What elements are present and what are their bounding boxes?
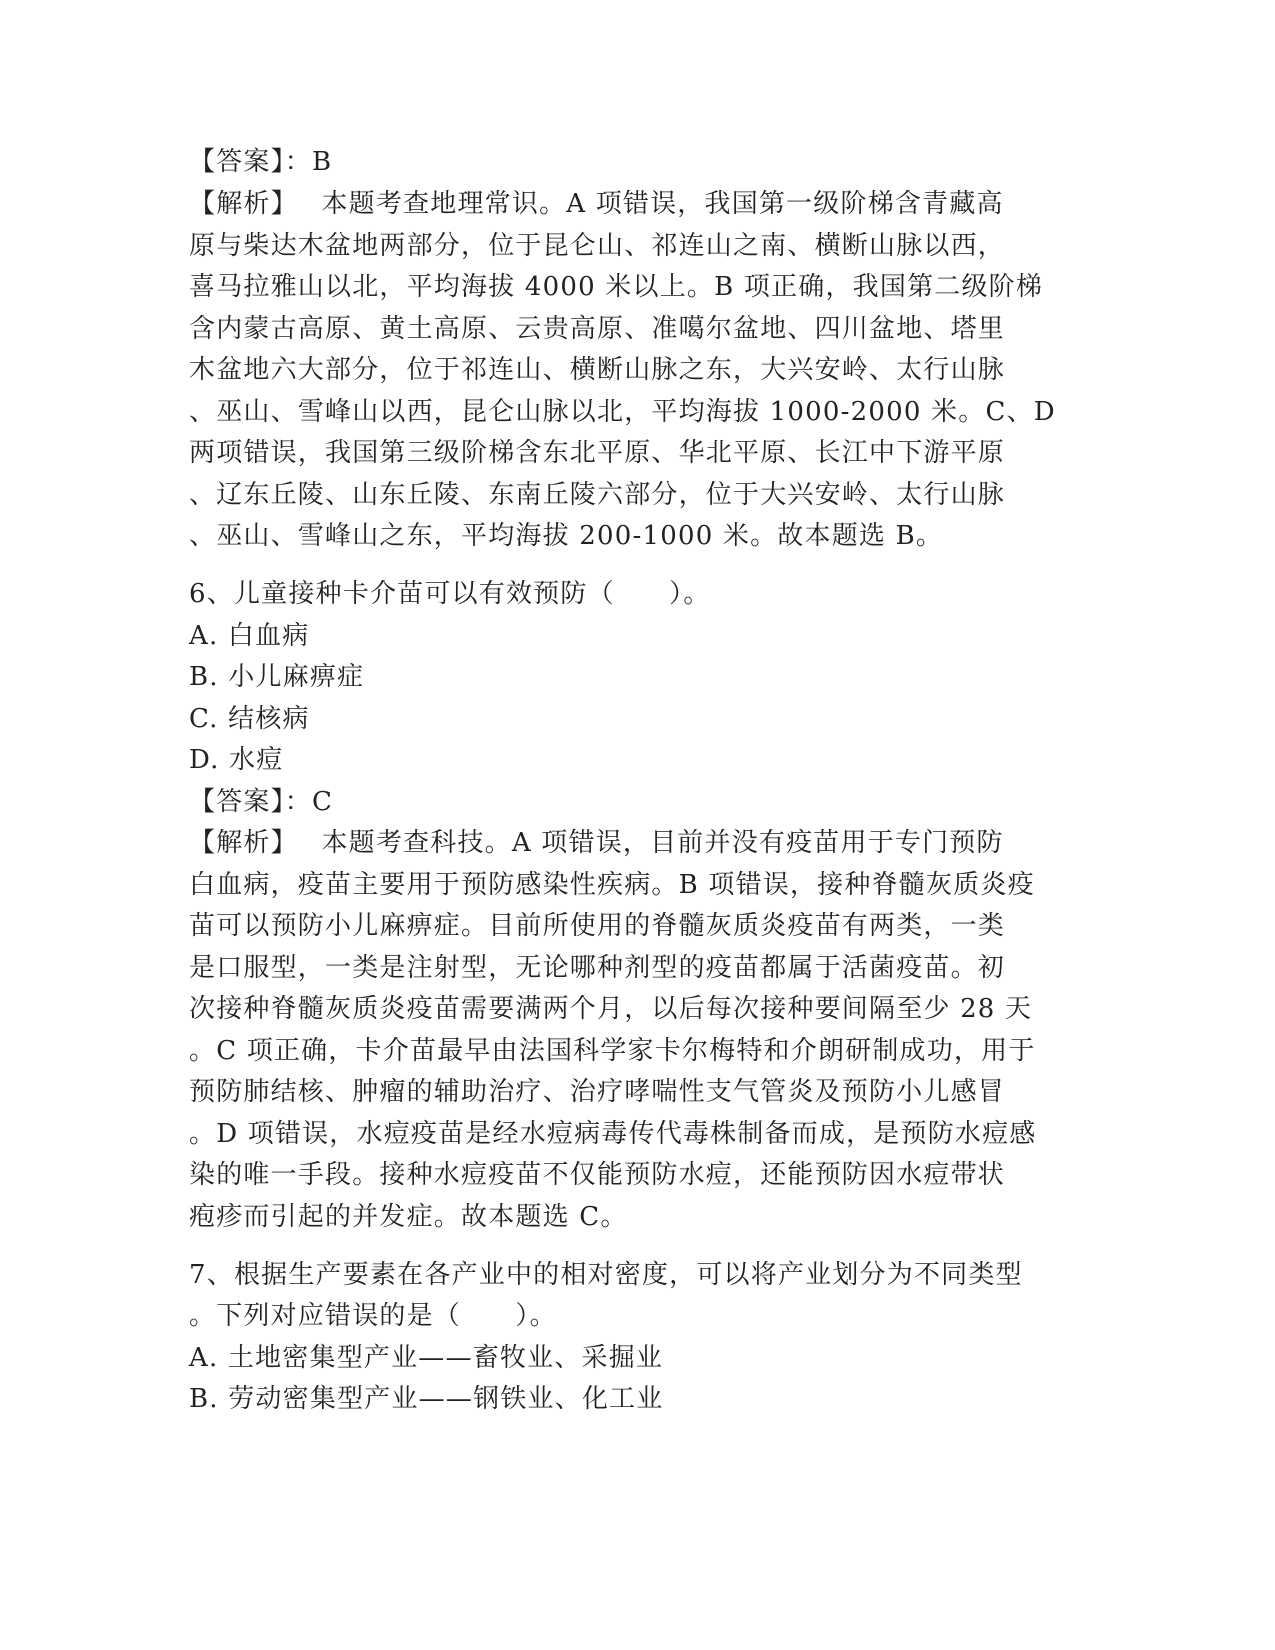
q6-option-b: B. 小儿麻痹症: [189, 662, 365, 692]
q7-option-b: B. 劳动密集型产业——钢铁业、化工业: [189, 1384, 664, 1414]
q6-analysis-line: 疱疹而引起的并发症。故本题选 C。: [189, 1202, 628, 1232]
q5-analysis-line: 喜马拉雅山以北，平均海拔 4000 米以上。B 项正确，我国第二级阶梯: [189, 272, 1044, 302]
q6-analysis-line: 白血病，疫苗主要用于预防感染性疾病。B 项错误，接种脊髓灰质炎疫: [189, 870, 1035, 900]
q6-analysis-line: 苗可以预防小儿麻痹症。目前所使用的脊髓灰质炎疫苗有两类，一类: [189, 911, 1006, 941]
q7-option-a: A. 土地密集型产业——畜牧业、采掘业: [189, 1343, 664, 1373]
q5-answer: 【答案】：B: [189, 147, 333, 177]
q7-question-line: 。下列对应错误的是（ ）。: [189, 1301, 557, 1331]
q6-analysis-line: 【解析】 本题考查科技。A 项错误，目前并没有疫苗用于专门预防: [189, 828, 1004, 858]
q7-question-line: 7、根据生产要素在各产业中的相对密度，可以将产业划分为不同类型: [189, 1260, 1023, 1290]
q5-analysis-line: 【解析】 本题考查地理常识。A 项错误，我国第一级阶梯含青藏高: [189, 189, 1004, 219]
q5-analysis-line: 、巫山、雪峰山以西，昆仑山脉以北，平均海拔 1000-2000 米。C、D: [189, 397, 1056, 427]
q6-analysis-line: 次接种脊髓灰质炎疫苗需要满两个月，以后每次接种要间隔至少 28 天: [189, 994, 1033, 1024]
q6-option-d: D. 水痘: [189, 745, 284, 775]
q6-option-a: A. 白血病: [189, 621, 310, 651]
q6-analysis-line: 染的唯一手段。接种水痘疫苗不仅能预防水痘，还能预防因水痘带状: [189, 1160, 1006, 1190]
q6-option-c: C. 结核病: [189, 704, 310, 734]
q5-analysis-line: 、辽东丘陵、山东丘陵、东南丘陵六部分，位于大兴安岭、太行山脉: [189, 480, 1006, 510]
q6-analysis-line: 。D 项错误，水痘疫苗是经水痘病毒传代毒株制备而成，是预防水痘感: [189, 1119, 1037, 1149]
q5-analysis-line: 木盆地六大部分，位于祁连山、横断山脉之东，大兴安岭、太行山脉: [189, 355, 1006, 385]
q5-analysis-line: 原与柴达木盆地两部分，位于昆仑山、祁连山之南、横断山脉以西，: [189, 231, 1006, 261]
q5-analysis-line: 两项错误，我国第三级阶梯含东北平原、华北平原、长江中下游平原: [189, 438, 1006, 468]
q6-analysis-line: 预防肺结核、肿瘤的辅助治疗、治疗哮喘性支气管炎及预防小儿感冒: [189, 1077, 1006, 1107]
q5-analysis-line: 含内蒙古高原、黄土高原、云贵高原、准噶尔盆地、四川盆地、塔里: [189, 314, 1006, 344]
q5-analysis-line: 、巫山、雪峰山之东，平均海拔 200-1000 米。故本题选 B。: [189, 521, 944, 551]
q6-analysis-line: 。C 项正确，卡介苗最早由法国科学家卡尔梅特和介朗研制成功，用于: [189, 1036, 1036, 1066]
q6-answer: 【答案】：C: [189, 787, 334, 817]
q6-analysis-line: 是口服型，一类是注射型，无论哪种剂型的疫苗都属于活菌疫苗。初: [189, 953, 1006, 983]
q6-question: 6、儿童接种卡介苗可以有效预防（ ）。: [189, 579, 711, 609]
